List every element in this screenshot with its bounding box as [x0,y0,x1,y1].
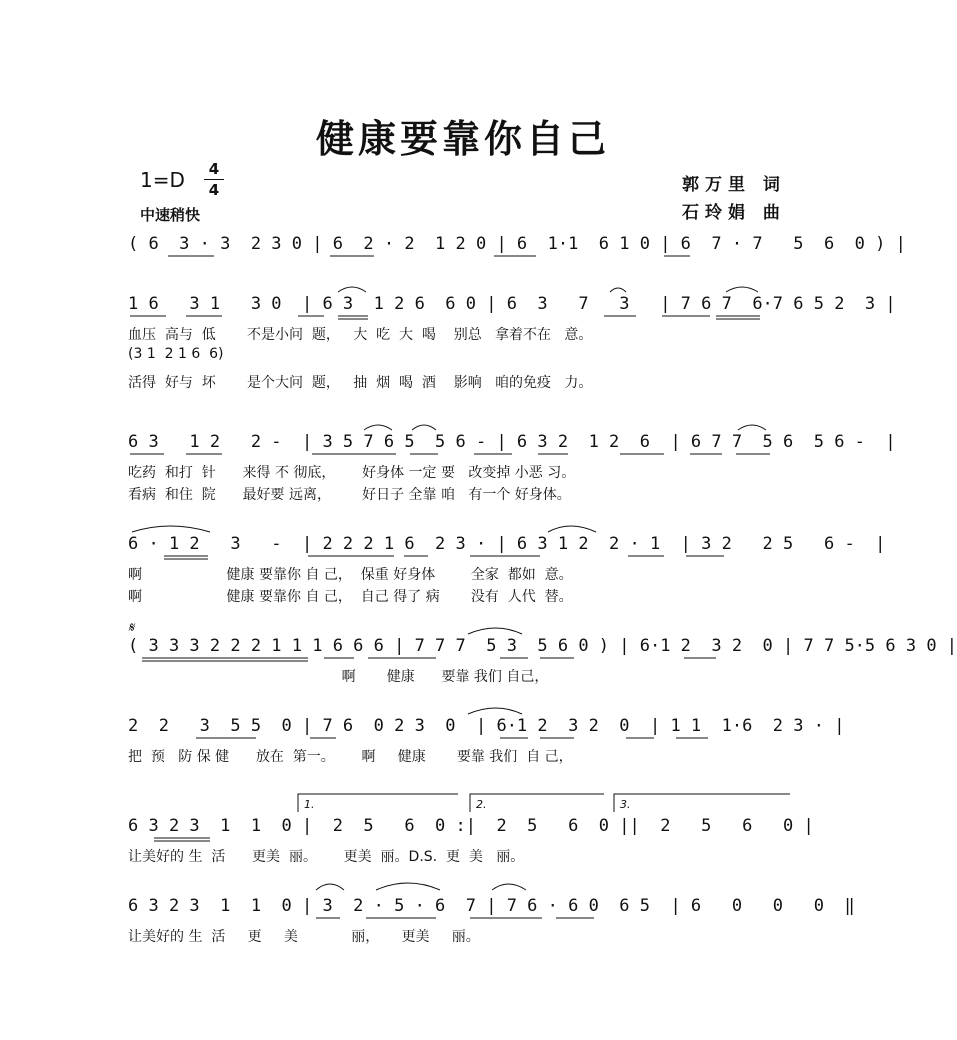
composer-credit: 石玲娟 曲 [682,203,786,223]
lyricist-credit: 郭万里 词 [682,175,786,195]
lyric-line-verse-1: 啊 健康 要靠你 自 己， 保重 好身体 全家 都如 意。 [128,567,573,583]
slur [316,884,344,890]
notation-line: ( 6 3 · 3 2 3 0 | 6 2 · 2 1 2 0 | 6 1·1 6 1 0 | 6 7 · 7 5 6 0 ) | [128,234,906,254]
slur [364,425,392,430]
meter-top: 4 [208,160,220,178]
slur [338,287,366,292]
lyric-line-ending: 让美好的 生 活 更 美 丽， 更美 丽。 [128,929,480,945]
notation-line: 6 3 2 3 1 1 0 | 2 5 6 0 :| 2 5 6 0 || 2 5 6 0 | [128,816,814,836]
slur [610,288,626,292]
volta-1-label: 1. [304,798,315,811]
alternate-notes-line: (3 1 2 1 6 6) [128,346,224,362]
song-title: 健康要靠你自己 [315,116,610,161]
slur [132,526,210,532]
lyric-line-verse-1: 吃药 和打 针 来得 不 彻底， 好身体 一定 要 改变掉 小恶 习。 [128,465,576,481]
slur [726,287,758,292]
volta-2-bracket [470,794,604,812]
meter-bottom: 4 [208,181,220,199]
lyric-line-chorus: 把 预 防 保 健 放在 第一。 啊 健康 要靠 我们 自 己， [128,749,573,765]
notation-line: 6 3 2 3 1 1 0 | 3 2 · 5 · 6 7 | 7 6 · 6 0 6 5 | 6 0 0 0 ‖ [128,896,855,916]
volta-2-label: 2. [476,798,487,811]
lyric-line-verse-1: 血压 高与 低 不是小问 题， 大 吃 大 喝 别总 拿着不在 意。 [128,327,593,343]
slur [468,708,522,714]
slurs [132,287,766,890]
notation-line: 1 6 3 1 3 0 | 6 3 1 2 6 6 0 | 6 3 7 3 | 7 6 7 6·7 6 5 2 3 | [128,294,896,314]
notation-line: 6 3 1 2 2 - | 3 5 7 6 5 5 6 - | 6 3 2 1 2 6 | 6 7 7 5 6 5 6 - | [128,432,896,452]
volta-1-bracket [298,794,458,812]
notation-line: 6 · 1 2 3 - | 2 2 2 1 6 2 3 · | 6 3 1 2 2 · 1 | 3 2 2 5 6 - | [128,534,886,554]
slur [492,884,526,890]
slur [548,526,596,532]
tempo-marking: 中速稍快 [140,206,201,224]
volta-brackets [298,794,790,812]
lyric-line-verse-2: 看病 和住 院 最好要 远离， 好日子 全靠 咱 有一个 好身体。 [128,487,571,503]
lyric-line-chorus: 啊 健康 要靠 我们 自己， [128,669,549,685]
segno-sign: 𝄋 [128,620,135,636]
volta-3-label: 3. [620,798,631,811]
slur [412,425,436,430]
lyric-line-chorus: 让美好的 生 活 更美 丽。 更美 丽。D.S. 更 美 丽。 [128,849,525,865]
volta-3-bracket [614,794,790,812]
slur [738,425,766,430]
beam-underlines [130,256,770,918]
lyric-line-verse-2: 活得 好与 坏 是个大问 题， 抽 烟 喝 酒 影响 咱的免疫 力。 [128,375,593,391]
lyric-line-verse-2: 啊 健康 要靠你 自 己， 自己 得了 病 没有 人代 替。 [128,589,573,605]
notation-line: ( 3 3 3 2 2 2 1 1 1 6 6 6 | 7 7 7 5 3 5 6 0 ) | 6·1 2 3 2 0 | 7 7 5·5 6 3 0 | [128,636,957,656]
slur [468,628,522,634]
key-signature: 1=D [140,168,185,192]
notation-line: 2 2 3 5 5 0 | 7 6 0 2 3 0 | 6·1 2 3 2 0 | 1 1 1·6 2 3 · | [128,716,845,736]
slur [376,883,440,890]
